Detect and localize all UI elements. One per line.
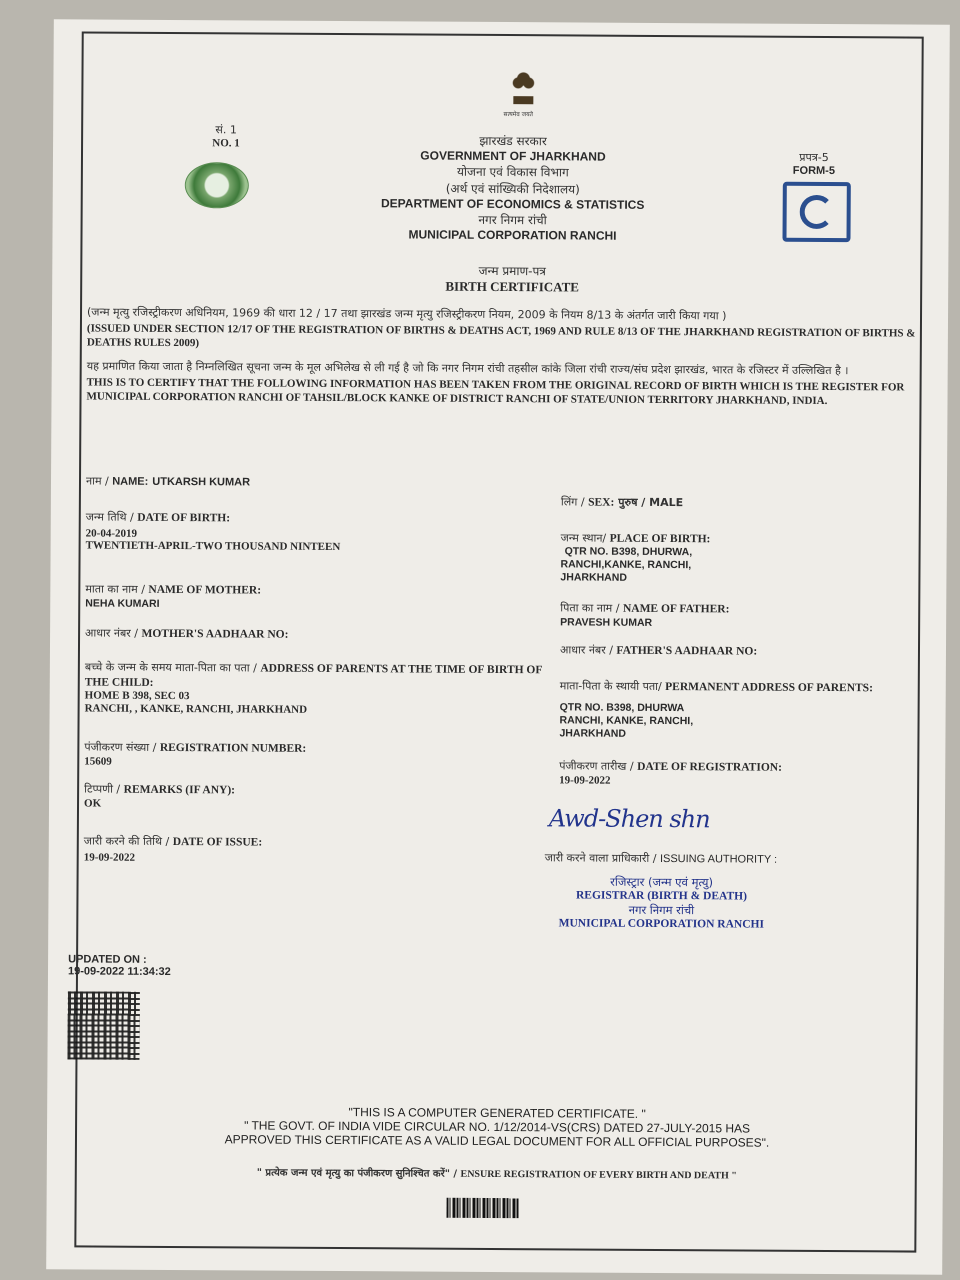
qr-code-icon[interactable]: [67, 991, 139, 1059]
regdate-value: 19-09-2022: [559, 774, 611, 787]
govt-hindi: झारखंड सरकार: [479, 133, 547, 149]
field-name: नाम / NAME: UTKARSH KUMAR: [85, 474, 251, 489]
certificate-paper: [46, 19, 950, 1274]
registrar-signature: Awd-Shen shn: [548, 804, 710, 834]
field-mother-name: माता का नाम / NAME OF MOTHER: NEHA KUMARI: [85, 579, 525, 612]
barcode-icon: [447, 1198, 519, 1218]
preamble-hindi-1: (जन्म मृत्यु रजिस्ट्रीकरण अधिनियम, 1969 की धारा 12 / 17 तथा झारखंड जन्म मृत्यु रजिस्ट्रीकरण नियम, 2009 के नियम 8/13 के अंतर्गत जारी किया गया ): [86, 305, 727, 323]
address-line-2: RANCHI, , KANKE, RANCHI, JHARKHAND: [84, 702, 308, 716]
form-number: प्रपत्र-5 FORM-5: [792, 150, 836, 178]
father-value: PRAVESH KUMAR: [560, 616, 653, 629]
crs-logo-icon: [782, 182, 850, 242]
sex-value: पुरुष / MALE: [618, 495, 684, 510]
updated-on: UPDATED ON : 19-09-2022 11:34:32: [67, 953, 171, 979]
certificate-number: सं. 1 NO. 1: [212, 123, 240, 150]
field-father-name: पिता का नाम / NAME OF FATHER: PRAVESH KUMAR: [560, 598, 920, 630]
issue-date-value: 19-09-2022: [83, 851, 136, 864]
field-mother-aadhaar: आधार नंबर / MOTHER'S AADHAAR NO:: [85, 626, 289, 641]
jharkhand-seal-icon: [185, 162, 249, 208]
field-date-of-birth: जन्म तिथि / DATE OF BIRTH: 20-04-2019 TWENTIETH-APRIL-TWO THOUSAND NINTEEN: [86, 507, 526, 554]
field-address-at-birth: बच्चे के जन्म के समय माता-पिता का पता / ADDRESS OF PARENTS AT THE TIME OF BIRTH OF THE CHILD: HOME B 398, SEC 03 RANCHI, , KANKE, RANCHI, JHARKHAND: [85, 659, 545, 718]
dob-words: TWENTIETH-APRIL-TWO THOUSAND NINTEEN: [85, 539, 341, 554]
footer-slogan: " प्रत्येक जन्म एवं मृत्यु का पंजीकरण सुनिश्चित करें" / ENSURE REGISTRATION OF EVERY BIRTH AND DEATH ": [256, 1167, 737, 1182]
field-registration-number: पंजीकरण संख्या / REGISTRATION NUMBER: 15609: [84, 737, 524, 770]
field-place-of-birth: जन्म स्थान/ PLACE OF BIRTH: QTR NO. B398, DHURWA, RANCHI,KANKE, RANCHI, JHARKHAND: [560, 530, 920, 586]
updated-on-value: 19-09-2022 11:34:32: [67, 965, 171, 979]
mother-value: NEHA KUMARI: [85, 597, 160, 610]
dept-hindi-2: (अर्थ एवं सांख्यिकी निदेशालय): [445, 181, 580, 197]
perm-line-2: RANCHI, KANKE, RANCHI,: [559, 714, 694, 728]
footer-notice: "THIS IS A COMPUTER GENERATED CERTIFICATE. " " THE GOVT. OF INDIA VIDE CIRCULAR NO. 1/12/2014-VS(CRS) DATED 27-JULY-2015 HAS APPROVED THIS CERTIFICATE AS A VALID LEGAL DOCUMENT FOR ALL OFFICIAL PURPOSES".: [224, 1105, 770, 1150]
preamble: [86, 305, 929, 408]
dept-hindi-1: योजना एवं विकास विभाग: [456, 164, 569, 180]
field-permanent-address: माता-पिता के स्थायी पता/ PERMANENT ADDRESS OF PARENTS: QTR NO. B398, DHURWA RANCHI, KANKE, RANCHI, JHARKHAND: [559, 678, 919, 742]
govt-english: GOVERNMENT OF JHARKHAND: [420, 148, 606, 164]
pob-line-2: RANCHI,KANKE, RANCHI,: [560, 558, 692, 572]
dept-english: DEPARTMENT OF ECONOMICS & STATISTICS: [380, 196, 645, 212]
certificate-title: जन्म प्रमाण-पत्र BIRTH CERTIFICATE: [445, 263, 580, 295]
field-sex: लिंग / SEX: पुरुष / MALE: [560, 495, 684, 510]
name-value: UTKARSH KUMAR: [152, 475, 251, 489]
national-emblem: [503, 70, 543, 118]
field-date-of-issue: जारी करने की तिथि / DATE OF ISSUE: 19-09-2022: [84, 831, 524, 866]
preamble-english-2: THIS IS TO CERTIFY THAT THE FOLLOWING INFORMATION HAS BEEN TAKEN FROM THE ORIGINAL RECORD OF BIRTH WHICH IS THE REGISTER FOR MUNICIPAL CORPORATION RANCHI OF TAHSIL/BLOCK KANKE OF DISTRICT RANCHI OF STATE/UNION TERRITORY JHARKHAND, INDIA.: [86, 376, 905, 408]
issuing-department-header: [352, 131, 673, 243]
registration-number-value: 15609: [84, 755, 112, 768]
address-line-1: HOME B 398, SEC 03: [84, 689, 190, 703]
issuing-authority-label: जारी करने वाला प्राधिकारी / ISSUING AUTHORITY :: [544, 851, 778, 866]
preamble-hindi-2: यह प्रमाणित किया जाता है निम्नलिखित सूचना जन्म के मूल अभिलेख से ली गई है जो कि नगर निगम रांची तहसील कांके जिला रांची राज्य/संघ प्रदेश झारखंड, भारत के रजिस्टर में उल्लिखित है ।: [86, 359, 849, 378]
pob-line-1: QTR NO. B398, DHURWA,: [564, 545, 693, 559]
ashoka-emblem-icon: [510, 70, 536, 110]
corp-hindi: नगर निगम रांची: [478, 212, 547, 228]
field-remarks: टिप्पणी / REMARKS (IF ANY): OK: [84, 779, 524, 812]
field-date-of-registration: पंजीकरण तारीख / DATE OF REGISTRATION: 19-09-2022: [559, 756, 919, 788]
corp-english: MUNICIPAL CORPORATION RANCHI: [408, 227, 617, 243]
preamble-english-1: (ISSUED UNDER SECTION 12/17 OF THE REGISTRATION OF BIRTHS & DEATHS ACT, 1969 AND RULE 8/13 OF THE JHARKHAND REGISTRATION OF BIRTHS & DEATHS RULES 2009): [86, 322, 916, 350]
pob-line-3: JHARKHAND: [560, 571, 627, 584]
emblem-motto: सत्यमेव जयते: [503, 111, 534, 119]
perm-line-3: JHARKHAND: [559, 727, 627, 740]
perm-line-1: QTR NO. B398, DHURWA: [559, 701, 685, 715]
remarks-value: OK: [83, 797, 102, 810]
field-father-aadhaar: आधार नंबर / FATHER'S AADHAAR NO:: [559, 643, 758, 658]
registrar-stamp: रजिस्ट्रार (जन्म एवं मृत्यु) REGISTRAR (BIRTH & DEATH) नगर निगम रांची MUNICIPAL CORPORATION RANCHI: [558, 874, 765, 931]
dob-value: 20-04-2019: [85, 527, 138, 540]
